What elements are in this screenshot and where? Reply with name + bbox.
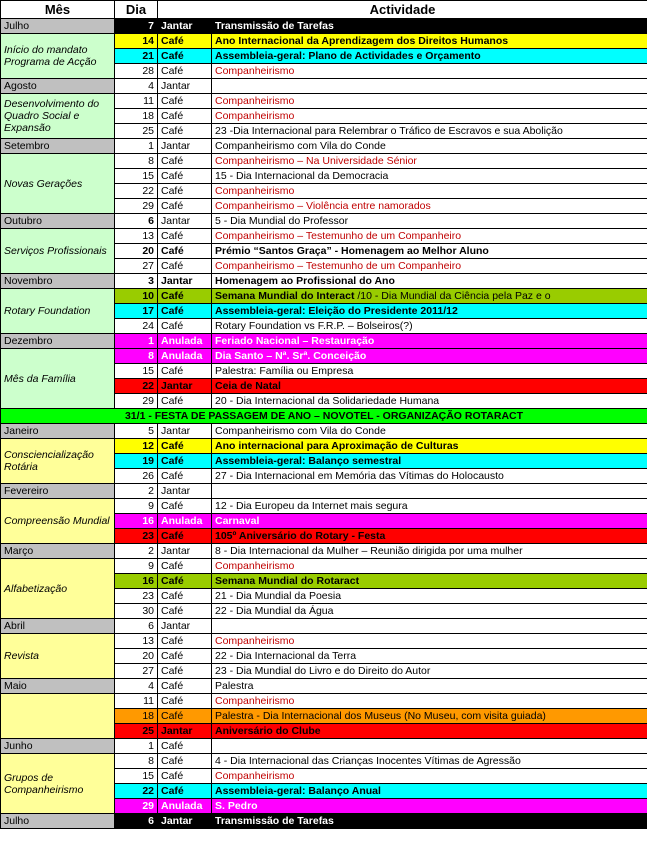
activity-cell <box>212 109 647 124</box>
meal-cell: Anulada <box>158 349 212 364</box>
day-cell: 21 <box>115 49 158 64</box>
table-row <box>1 754 647 769</box>
activity-text: Palestra - Dia Internacional dos Museus (No Museu, com visita guiada) <box>215 710 546 722</box>
meal-cell: Café <box>158 784 212 799</box>
theme-cell: Mês da Família <box>1 349 115 409</box>
activity-text: Assembleia-geral: Balanço semestral <box>215 455 402 467</box>
activity-text: Companheirismo <box>215 770 295 782</box>
day-cell: 24 <box>115 319 158 334</box>
schedule-body <box>1 19 647 829</box>
activity-text: Ano internacional para Aproximação de Culturas <box>215 440 459 452</box>
day-cell: 15 <box>115 169 158 184</box>
activity-cell <box>212 274 647 289</box>
activity-cell <box>212 139 647 154</box>
day-cell: 8 <box>115 754 158 769</box>
activity-cell <box>212 19 647 34</box>
activity-cell <box>212 319 647 334</box>
meal-cell: Café <box>158 469 212 484</box>
meal-cell: Café <box>158 319 212 334</box>
meal-cell: Jantar <box>158 379 212 394</box>
meal-cell: Jantar <box>158 814 212 829</box>
activity-cell <box>212 64 647 79</box>
day-cell: 29 <box>115 394 158 409</box>
month-cell: Fevereiro <box>1 484 115 499</box>
meal-cell: Café <box>158 34 212 49</box>
day-cell: 26 <box>115 469 158 484</box>
meal-cell: Café <box>158 739 212 754</box>
activity-cell <box>212 469 647 484</box>
meal-cell: Café <box>158 169 212 184</box>
activity-cell <box>212 49 647 64</box>
meal-cell: Café <box>158 604 212 619</box>
day-cell: 5 <box>115 424 158 439</box>
meal-cell: Café <box>158 64 212 79</box>
meal-cell: Café <box>158 244 212 259</box>
day-cell: 11 <box>115 694 158 709</box>
activity-text: S. Pedro <box>215 800 258 812</box>
activity-cell <box>212 499 647 514</box>
meal-cell: Jantar <box>158 619 212 634</box>
activity-text: Companheirismo com Vila do Conde <box>215 425 386 437</box>
activity-cell <box>212 79 647 94</box>
day-cell: 10 <box>115 289 158 304</box>
activity-text: Companheirismo – Na Universidade Sénior <box>215 155 417 167</box>
activity-text: 4 - Dia Internacional das Crianças Inocentes Vítimas de Agressão <box>215 755 521 767</box>
day-cell: 13 <box>115 634 158 649</box>
meal-cell: Café <box>158 754 212 769</box>
meal-cell: Anulada <box>158 334 212 349</box>
day-cell: 28 <box>115 64 158 79</box>
activity-cell <box>212 694 647 709</box>
month-cell: Novembro <box>1 274 115 289</box>
activity-cell <box>212 529 647 544</box>
table-row <box>1 679 647 694</box>
table-row <box>1 289 647 304</box>
activity-text: 23 - Dia Mundial do Livro e do Direito do Autor <box>215 665 431 677</box>
day-cell: 30 <box>115 604 158 619</box>
activity-text: 105º Aniversário do Rotary - Festa <box>215 530 386 542</box>
day-cell: 19 <box>115 454 158 469</box>
header-month: Mês <box>1 1 115 19</box>
day-cell: 17 <box>115 304 158 319</box>
activity-cell <box>212 424 647 439</box>
activity-cell <box>212 679 647 694</box>
table-row <box>1 559 647 574</box>
activity-text: Companheirismo <box>215 695 295 707</box>
meal-cell: Jantar <box>158 79 212 94</box>
activity-text: 22 - Dia Mundial da Água <box>215 605 334 617</box>
theme-cell <box>1 694 115 739</box>
header-day: Dia <box>115 1 158 19</box>
meal-cell: Café <box>158 124 212 139</box>
table-row <box>1 229 647 244</box>
activity-cell <box>212 394 647 409</box>
meal-cell: Café <box>158 154 212 169</box>
day-cell: 23 <box>115 589 158 604</box>
activity-text: 27 - Dia Internacional em Memória das Vítimas do Holocausto <box>215 470 504 482</box>
meal-cell: Jantar <box>158 274 212 289</box>
activity-cell <box>212 169 647 184</box>
month-cell: Agosto <box>1 79 115 94</box>
banner-row <box>1 409 647 424</box>
activity-cell <box>212 244 647 259</box>
meal-cell: Jantar <box>158 484 212 499</box>
meal-cell: Café <box>158 664 212 679</box>
activity-cell <box>212 454 647 469</box>
meal-cell: Café <box>158 649 212 664</box>
activity-cell <box>212 514 647 529</box>
day-cell: 4 <box>115 679 158 694</box>
activity-text: Assembleia-geral: Balanço Anual <box>215 785 381 797</box>
meal-cell: Café <box>158 184 212 199</box>
meal-cell: Café <box>158 304 212 319</box>
activity-cell <box>212 619 647 634</box>
theme-cell: Novas Gerações <box>1 154 115 214</box>
day-cell: 9 <box>115 499 158 514</box>
activity-text: Semana Mundial do Rotaract <box>215 575 360 587</box>
table-row <box>1 634 647 649</box>
table-row <box>1 334 647 349</box>
activity-cell <box>212 769 647 784</box>
activity-text: Companheirismo – Testemunho de um Companheiro <box>215 260 462 272</box>
activity-text: Palestra <box>215 680 254 692</box>
activity-text: Rotary Foundation vs F.R.P. – Bolseiros(?) <box>215 320 413 332</box>
month-cell: Junho <box>1 739 115 754</box>
meal-cell: Café <box>158 394 212 409</box>
theme-cell: Início do mandato Programa de Acção <box>1 34 115 79</box>
table-row <box>1 274 647 289</box>
table-row <box>1 814 647 829</box>
activity-cell <box>212 259 647 274</box>
day-cell: 15 <box>115 364 158 379</box>
meal-cell: Café <box>158 499 212 514</box>
meal-cell: Café <box>158 634 212 649</box>
day-cell: 9 <box>115 559 158 574</box>
day-cell: 25 <box>115 724 158 739</box>
meal-cell: Anulada <box>158 514 212 529</box>
activity-cell <box>212 739 647 754</box>
activity-cell <box>212 754 647 769</box>
activity-cell <box>212 559 647 574</box>
table-row <box>1 544 647 559</box>
day-cell: 20 <box>115 244 158 259</box>
day-cell: 15 <box>115 769 158 784</box>
activity-text: Companheirismo <box>215 185 295 197</box>
activity-cell <box>212 604 647 619</box>
theme-cell: Alfabetização <box>1 559 115 619</box>
activity-text: Companheirismo <box>215 560 295 572</box>
day-cell: 22 <box>115 379 158 394</box>
month-cell: Setembro <box>1 139 115 154</box>
meal-cell: Jantar <box>158 214 212 229</box>
activity-text: Companheirismo <box>215 635 295 647</box>
activity-cell <box>212 34 647 49</box>
table-row <box>1 139 647 154</box>
table-row <box>1 79 647 94</box>
activity-text: Palestra: Família ou Empresa <box>215 365 354 377</box>
day-cell: 8 <box>115 154 158 169</box>
table-row <box>1 34 647 49</box>
theme-cell: Serviços Profissionais <box>1 229 115 274</box>
meal-cell: Café <box>158 49 212 64</box>
header-activity: Actividade <box>158 1 647 19</box>
activity-text: Dia Santo – Nª. Srª. Conceição <box>215 350 367 362</box>
activity-text: Transmissão de Tarefas <box>215 815 334 827</box>
activity-cell <box>212 349 647 364</box>
month-cell: Dezembro <box>1 334 115 349</box>
activity-cell <box>212 649 647 664</box>
table-row <box>1 19 647 34</box>
day-cell: 27 <box>115 664 158 679</box>
meal-cell: Café <box>158 559 212 574</box>
day-cell: 3 <box>115 274 158 289</box>
day-cell: 1 <box>115 139 158 154</box>
activity-text: 15 - Dia Internacional da Democracia <box>215 170 389 182</box>
table-row <box>1 484 647 499</box>
day-cell: 18 <box>115 709 158 724</box>
table-row <box>1 619 647 634</box>
table-row <box>1 739 647 754</box>
meal-cell: Jantar <box>158 19 212 34</box>
month-cell: Maio <box>1 679 115 694</box>
day-cell: 16 <box>115 514 158 529</box>
meal-cell: Café <box>158 589 212 604</box>
day-cell: 4 <box>115 79 158 94</box>
table-row <box>1 439 647 454</box>
activity-cell <box>212 589 647 604</box>
table-row <box>1 349 647 364</box>
table-row <box>1 694 647 709</box>
meal-cell: Café <box>158 109 212 124</box>
activity-cell <box>212 814 647 829</box>
meal-cell: Café <box>158 364 212 379</box>
table-row <box>1 154 647 169</box>
meal-cell: Café <box>158 769 212 784</box>
meal-cell: Café <box>158 199 212 214</box>
activity-text: Assembleia-geral: Eleição do Presidente 2011/12 <box>215 305 458 317</box>
day-cell: 20 <box>115 649 158 664</box>
activity-cell <box>212 724 647 739</box>
activity-cell <box>212 364 647 379</box>
table-row <box>1 499 647 514</box>
day-cell: 16 <box>115 574 158 589</box>
month-cell: Janeiro <box>1 424 115 439</box>
activity-text: 12 - Dia Europeu da Internet mais segura <box>215 500 408 512</box>
activity-cell <box>212 214 647 229</box>
activity-cell <box>212 664 647 679</box>
activity-cell <box>212 94 647 109</box>
day-cell: 27 <box>115 259 158 274</box>
activity-text: Semana Mundial do Interact <box>215 290 355 302</box>
activity-text: 23 -Dia Internacional para Relembrar o Tráfico de Escravos e sua Abolição <box>215 125 563 137</box>
activity-cell <box>212 799 647 814</box>
day-cell: 6 <box>115 619 158 634</box>
activity-cell <box>212 289 647 304</box>
meal-cell: Café <box>158 259 212 274</box>
meal-cell: Jantar <box>158 424 212 439</box>
meal-cell: Jantar <box>158 544 212 559</box>
activity-cell <box>212 784 647 799</box>
meal-cell: Anulada <box>158 799 212 814</box>
meal-cell: Café <box>158 289 212 304</box>
day-cell: 13 <box>115 229 158 244</box>
theme-cell: Rotary Foundation <box>1 289 115 334</box>
theme-cell: Compreensão Mundial <box>1 499 115 544</box>
theme-cell: Revista <box>1 634 115 679</box>
activity-text: Ano Internacional da Aprendizagem dos Direitos Humanos <box>215 35 509 47</box>
activity-cell <box>212 229 647 244</box>
table-row <box>1 424 647 439</box>
day-cell: 2 <box>115 484 158 499</box>
month-cell: Julho <box>1 814 115 829</box>
day-cell: 29 <box>115 799 158 814</box>
activity-cell <box>212 379 647 394</box>
activity-text: 22 - Dia Internacional da Terra <box>215 650 357 662</box>
meal-cell: Café <box>158 679 212 694</box>
day-cell: 1 <box>115 334 158 349</box>
day-cell: 12 <box>115 439 158 454</box>
table-row <box>1 214 647 229</box>
theme-cell: Grupos de Companheirismo <box>1 754 115 814</box>
activity-text: Assembleia-geral: Plano de Actividades e Orçamento <box>215 50 481 62</box>
activity-text: Carnaval <box>215 515 260 527</box>
day-cell: 25 <box>115 124 158 139</box>
meal-cell: Café <box>158 709 212 724</box>
activity-text: 20 - Dia Internacional da Solidariedade Humana <box>215 395 440 407</box>
meal-cell: Café <box>158 229 212 244</box>
day-cell: 11 <box>115 94 158 109</box>
activity-cell <box>212 544 647 559</box>
activity-cell <box>212 334 647 349</box>
activity-cell <box>212 709 647 724</box>
day-cell: 23 <box>115 529 158 544</box>
day-cell: 14 <box>115 34 158 49</box>
activity-cell <box>212 484 647 499</box>
activity-text: Companheirismo <box>215 95 295 107</box>
meal-cell: Café <box>158 529 212 544</box>
day-cell: 1 <box>115 739 158 754</box>
day-cell: 7 <box>115 19 158 34</box>
activity-cell <box>212 304 647 319</box>
activity-text: Companheirismo <box>215 65 295 77</box>
activity-cell <box>212 439 647 454</box>
table-row <box>1 94 647 109</box>
meal-cell: Jantar <box>158 724 212 739</box>
meal-cell: Café <box>158 694 212 709</box>
activity-text: Feriado Nacional – Restauração <box>215 335 375 347</box>
activity-text: Companheirismo com Vila do Conde <box>215 140 386 152</box>
activity-cell <box>212 574 647 589</box>
activity-extra-text: /10 - Dia Mundial da Ciência pela Paz e o <box>354 290 551 302</box>
day-cell: 6 <box>115 214 158 229</box>
day-cell: 22 <box>115 184 158 199</box>
day-cell: 2 <box>115 544 158 559</box>
activity-cell <box>212 154 647 169</box>
month-cell: Outubro <box>1 214 115 229</box>
meal-cell: Café <box>158 94 212 109</box>
activity-text: 21 - Dia Mundial da Poesia <box>215 590 342 602</box>
activity-cell <box>212 199 647 214</box>
activity-cell <box>212 634 647 649</box>
activity-cell <box>212 184 647 199</box>
activity-text: Homenagem ao Profissional do Ano <box>215 275 395 287</box>
meal-cell: Café <box>158 574 212 589</box>
theme-cell: Desenvolvimento do Quadro Social e Expansão <box>1 94 115 139</box>
activity-text: Companheirismo <box>215 110 295 122</box>
meal-cell: Café <box>158 439 212 454</box>
month-cell: Abril <box>1 619 115 634</box>
day-cell: 22 <box>115 784 158 799</box>
activity-text: Aniversário do Clube <box>215 725 321 737</box>
meal-cell: Jantar <box>158 139 212 154</box>
month-cell: Julho <box>1 19 115 34</box>
activity-text: Companheirismo – Testemunho de um Companheiro <box>215 230 462 242</box>
activity-text: 5 - Dia Mundial do Professor <box>215 215 349 227</box>
activity-text: Prémio “Santos Graça” - Homenagem ao Melhor Aluno <box>215 245 489 257</box>
meal-cell: Café <box>158 454 212 469</box>
day-cell: 6 <box>115 814 158 829</box>
activity-text: Ceia de Natal <box>215 380 281 392</box>
day-cell: 8 <box>115 349 158 364</box>
activity-text: 8 - Dia Internacional da Mulher – Reunião dirigida por uma mulher <box>215 545 523 557</box>
day-cell: 18 <box>115 109 158 124</box>
month-cell: Março <box>1 544 115 559</box>
activity-text: Transmissão de Tarefas <box>215 20 334 32</box>
activity-text: Companheirismo – Violência entre namorados <box>215 200 431 212</box>
day-cell: 29 <box>115 199 158 214</box>
theme-cell: Consciencialização Rotária <box>1 439 115 484</box>
activity-cell <box>212 124 647 139</box>
header-row <box>1 1 647 19</box>
banner-text: 31/1 - FESTA DE PASSAGEM DE ANO – NOVOTEL - ORGANIZAÇÃO ROTARACT <box>1 409 647 424</box>
